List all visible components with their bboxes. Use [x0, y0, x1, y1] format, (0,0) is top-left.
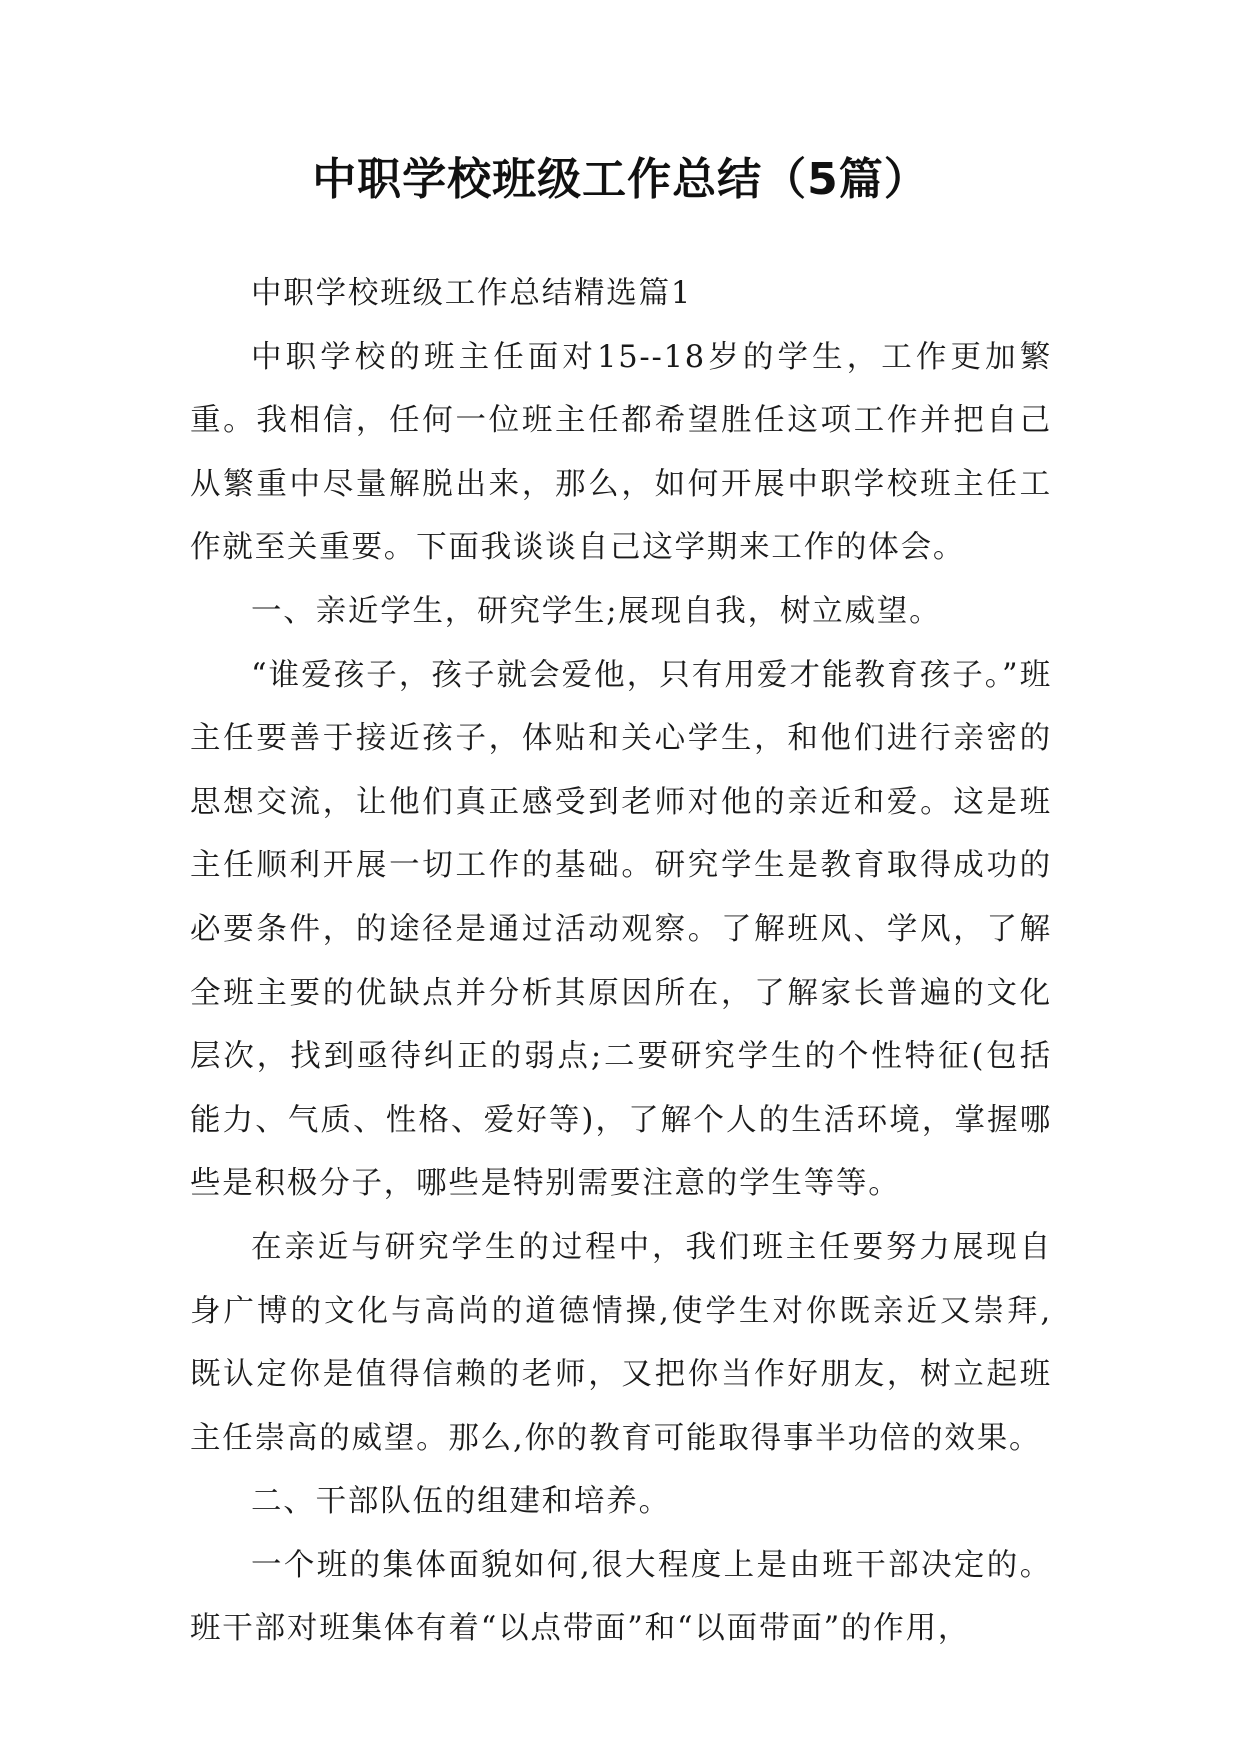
paragraph: 一个班的集体面貌如何,很大程度上是由班干部决定的。班干部对班集体有着“以点带面”和“以面带面”的作用，: [190, 1547, 1052, 1647]
paragraph: “谁爱孩子，孩子就会爱他，只有用爱才能教育孩子。”班主任要善于接近孩子，体贴和关心学生，和他们进行亲密的思想交流，让他们真正感受到老师对他的亲近和爱。这是班主任顺利开展一切工作的基础。研究学生是教育取得成功的必要条件，的途径是通过活动观察。了解班风、学风，了解全班主要的优缺点并分析其原因所在，了解家长普遍的文化层次，找到亟待纠正的弱点;二要研究学生的个性特征(包括能力、气质、性格、爱好等)，了解个人的生活环境，掌握哪些是积极分子，哪些是特别需要注意的学生等等。: [190, 657, 1052, 1202]
subheading-2: 二、干部队伍的组建和培养。: [251, 1484, 671, 1520]
document-title: 中职学校班级工作总结（5篇）: [312, 154, 929, 205]
document-body: [190, 262, 1052, 1661]
subheading-1: 一、亲近学生，研究学生;展现自我，树立威望。: [251, 593, 942, 629]
section-heading-1: 中职学校班级工作总结精选篇1: [251, 276, 693, 311]
paragraph: 中职学校的班主任面对15--18岁的学生，工作更加繁重。我相信，任何一位班主任都希望胜任这项工作并把自己从繁重中尽量解脱出来，那么，如何开展中职学校班主任工作就至关重要。下面我谈谈自己这学期来工作的体会。: [190, 339, 1052, 566]
paragraph: 在亲近与研究学生的过程中，我们班主任要努力展现自身广博的文化与高尚的道德情操,使学生对你既亲近又崇拜,既认定你是值得信赖的老师，又把你当作好朋友，树立起班主任崇高的威望。那么,你的教育可能取得事半功倍的效果。: [190, 1229, 1052, 1456]
